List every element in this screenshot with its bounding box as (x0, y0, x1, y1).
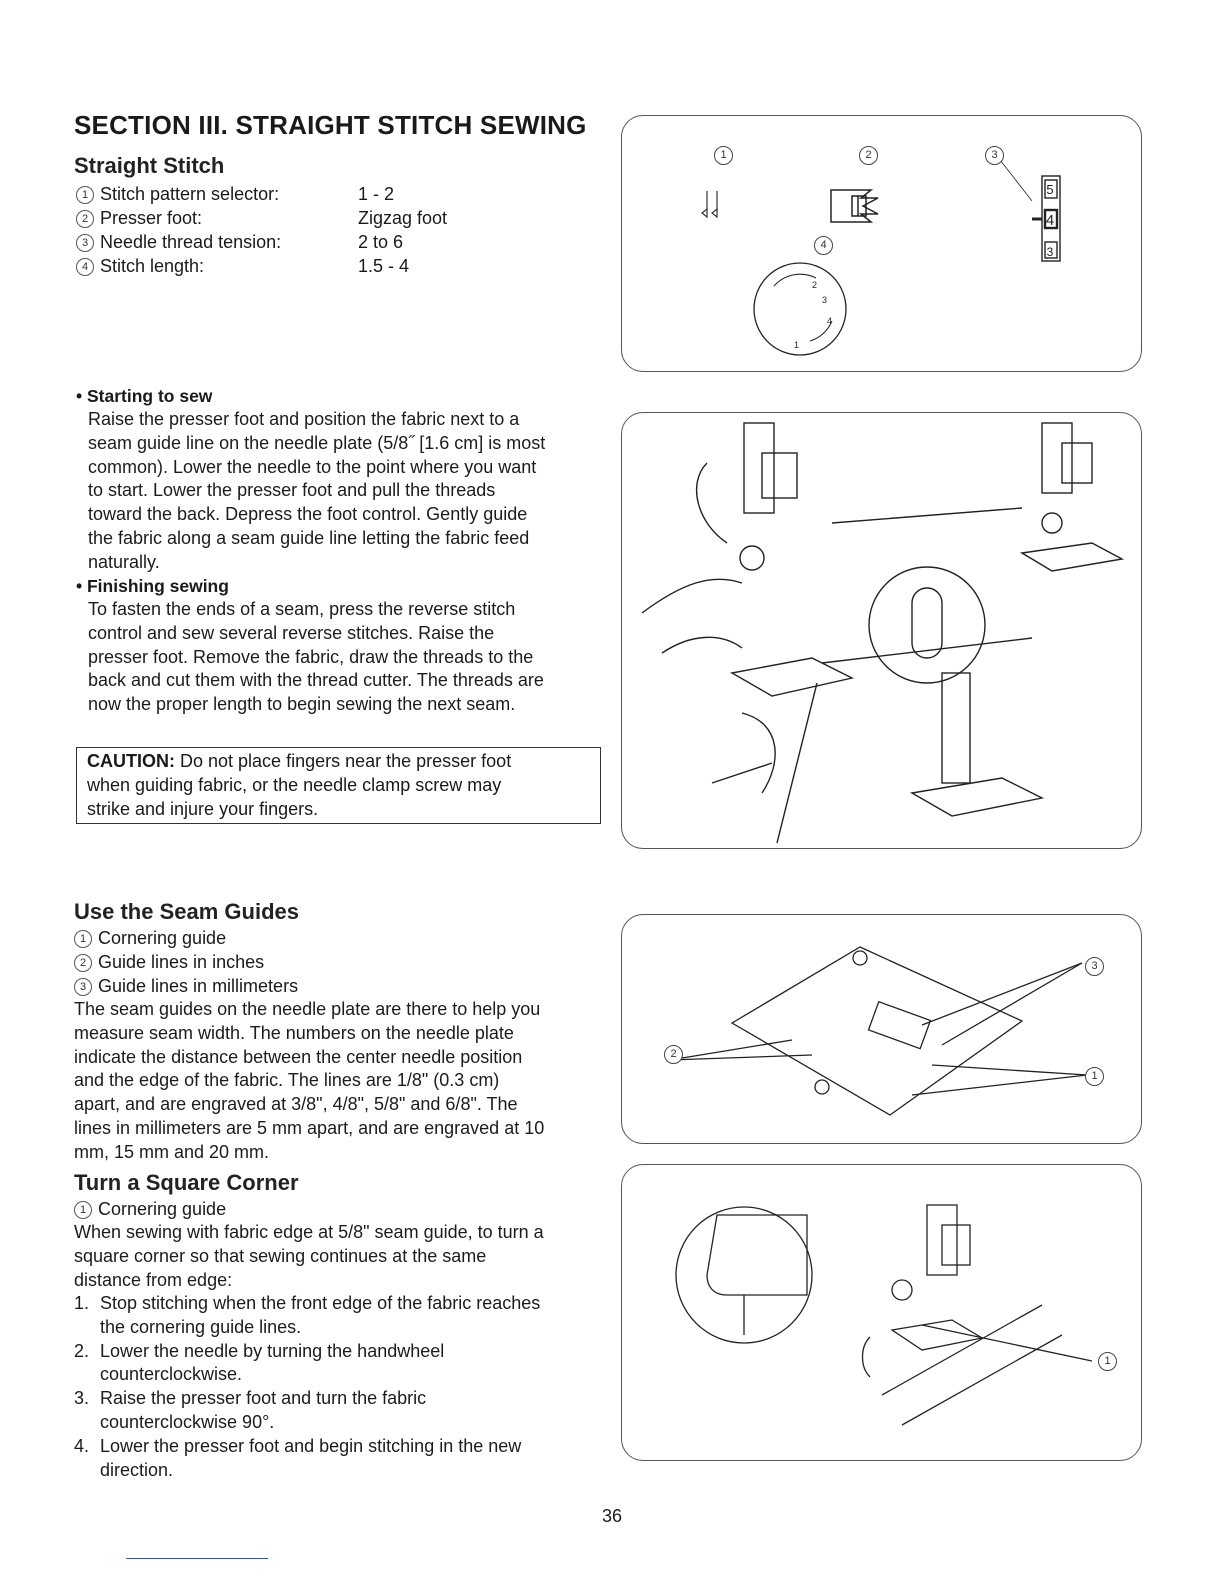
finishing-text (88, 598, 608, 717)
text-line: indicate the distance between the center needle position (74, 1046, 523, 1067)
item-label: Cornering guide (98, 928, 227, 948)
spec-label: Needle thread tension: (100, 232, 282, 252)
section-title: SECTION III. STRAIGHT STITCH SEWING (74, 110, 587, 140)
presser-foot-drawing-right (832, 423, 1122, 571)
finishing-heading: • Finishing sewing (76, 576, 229, 596)
callout-2: 2 (859, 146, 878, 165)
spec-row (76, 230, 404, 254)
list-item (74, 1197, 226, 1221)
caution-line: when guiding fabric, or the needle clamp screw may (87, 775, 502, 795)
step-number: 1. (74, 1293, 90, 1313)
presser-foot-drawing (642, 423, 852, 696)
dial-number: 3 (822, 295, 828, 305)
callout-3: 3 (985, 146, 1004, 165)
text-line: mm, 15 mm and 20 mm. (74, 1141, 270, 1162)
callout-4: 4 (814, 236, 833, 255)
starting-heading: • Starting to sew (76, 386, 213, 406)
callout-1: 1 (714, 146, 733, 165)
square-corner-heading: Turn a Square Corner (74, 1170, 299, 1195)
footer-divider (126, 1558, 268, 1559)
text-line: lines in millimeters are 5 mm apart, and are engraved at 10 (74, 1117, 545, 1138)
list-item (74, 926, 226, 950)
list-item (74, 974, 298, 998)
callout-1: 1 (1098, 1352, 1117, 1371)
step-continuation: counterclockwise 90°. (100, 1411, 275, 1432)
spec-value: 1 - 2 (358, 184, 395, 204)
text-line: square corner so that sewing continues at the same (74, 1245, 487, 1266)
presser-foot-icon (831, 190, 878, 222)
callout-2: 2 (664, 1045, 683, 1064)
text-line: When sewing with fabric edge at 5/8" seam guide, to turn a (74, 1222, 544, 1242)
spec-row (76, 254, 410, 278)
callout-number: 3 (74, 978, 92, 996)
spec-value: Zigzag foot (358, 208, 448, 228)
step-item (74, 1340, 604, 1364)
text-line: common). Lower the needle to the point where you want (88, 456, 537, 477)
item-label: Guide lines in millimeters (98, 976, 299, 996)
text-line: back and cut them with the thread cutter. The threads are (88, 670, 544, 691)
caution-text: Do not place fingers near the presser foot (175, 751, 512, 771)
text-line: measure seam width. The numbers on the needle plate (74, 1022, 514, 1043)
square-corner-text (74, 1221, 604, 1292)
square-corner-illustration (622, 1165, 1141, 1460)
machine-zoom (676, 1207, 812, 1343)
spec-value: 1.5 - 4 (358, 256, 410, 276)
seam-guides-heading: Use the Seam Guides (74, 899, 299, 924)
step-continuation: counterclockwise. (100, 1364, 243, 1385)
step-item (74, 1387, 604, 1411)
step-item (74, 1292, 604, 1316)
caution-label: CAUTION: (87, 751, 175, 771)
reverse-button-zoom (869, 567, 985, 683)
text-line: the fabric along a seam guide line letting the fabric feed (88, 527, 530, 548)
text-line: now the proper length to begin sewing the next seam. (88, 694, 516, 715)
needle-plate-illustration (622, 915, 1141, 1143)
step-text: Raise the presser foot and turn the fabric (100, 1388, 427, 1409)
dial-number: 4 (827, 316, 833, 326)
text-line: naturally. (88, 551, 160, 572)
dial-number: 2 (812, 280, 818, 290)
caution-line: strike and injure your fingers. (87, 799, 319, 819)
spec-value: 2 to 6 (358, 232, 404, 252)
page-number: 36 (601, 1506, 623, 1526)
step-text: Lower the needle by turning the handwheel (100, 1340, 445, 1361)
step-text: Lower the presser foot and begin stitching in the new (100, 1435, 522, 1456)
callout-number: 1 (76, 186, 94, 204)
spec-label: Stitch length: (100, 256, 205, 276)
step-text: Stop stitching when the front edge of the fabric reaches (100, 1293, 541, 1313)
text-line: To fasten the ends of a seam, press the reverse stitch (88, 599, 516, 619)
step-number: 3. (74, 1388, 90, 1409)
text-line: Raise the presser foot and position the fabric next to a (88, 409, 520, 429)
spec-label: Stitch pattern selector: (100, 184, 280, 204)
item-label: Guide lines in inches (98, 952, 265, 972)
square-corner-steps (74, 1292, 604, 1482)
callout-number: 2 (74, 954, 92, 972)
text-line: The seam guides on the needle plate are there to help you (74, 999, 541, 1019)
item-label: Cornering guide (98, 1199, 227, 1219)
stitch-pattern-icon (702, 191, 717, 217)
stitch-length-dial (754, 263, 846, 355)
step-continuation: direction. (100, 1459, 174, 1480)
callout-number: 2 (76, 210, 94, 228)
text-line: seam guide line on the needle plate (5/8˝ [1.6 cm] is most (88, 432, 546, 453)
text-line: control and sew several reverse stitches. Raise the (88, 622, 495, 643)
caution-line (87, 749, 592, 773)
spec-label: Presser foot: (100, 208, 203, 228)
needle-plate-drawing (670, 947, 1087, 1115)
sewing-illustration (622, 413, 1141, 848)
text-line: toward the back. Depress the foot control. Gently guide (88, 504, 528, 525)
callout-number: 1 (74, 1201, 92, 1219)
step-item (74, 1435, 604, 1459)
step-continuation: the cornering guide lines. (100, 1316, 302, 1337)
square-corner-figure (621, 1164, 1142, 1461)
thread-cutter-drawing (712, 638, 1042, 843)
spec-row (76, 182, 395, 206)
step-number: 2. (74, 1340, 90, 1361)
callout-number: 4 (76, 258, 94, 276)
spec-row (76, 206, 448, 230)
text-line: distance from edge: (74, 1269, 233, 1290)
callout-3: 3 (1085, 957, 1104, 976)
dial-number: 1 (794, 340, 800, 350)
text-line: and the edge of the fabric. The lines are 1/8" (0.3 cm) (74, 1070, 500, 1091)
tension-number: 4 (1045, 212, 1055, 229)
settings-illustration (622, 116, 1141, 371)
text-line: presser foot. Remove the fabric, draw the threads to the (88, 646, 534, 667)
sewing-figure (621, 412, 1142, 849)
settings-figure (621, 115, 1142, 372)
callout-1: 1 (1085, 1067, 1104, 1086)
text-line: apart, and are engraved at 3/8", 4/8", 5/8" and 6/8". The (74, 1094, 518, 1115)
tension-number: 5 (1046, 182, 1054, 197)
tension-number: 3 (1046, 245, 1054, 259)
text-line: to start. Lower the presser foot and pull the threads (88, 480, 496, 501)
starting-text (88, 408, 608, 575)
callout-number: 3 (76, 234, 94, 252)
presser-foot-corner (863, 1205, 1093, 1425)
caution-box (76, 747, 601, 824)
needle-plate-figure (621, 914, 1142, 1144)
callout-number: 1 (74, 930, 92, 948)
seam-guides-text (74, 998, 604, 1165)
step-number: 4. (74, 1435, 90, 1456)
straight-stitch-heading: Straight Stitch (74, 153, 225, 178)
list-item (74, 950, 264, 974)
